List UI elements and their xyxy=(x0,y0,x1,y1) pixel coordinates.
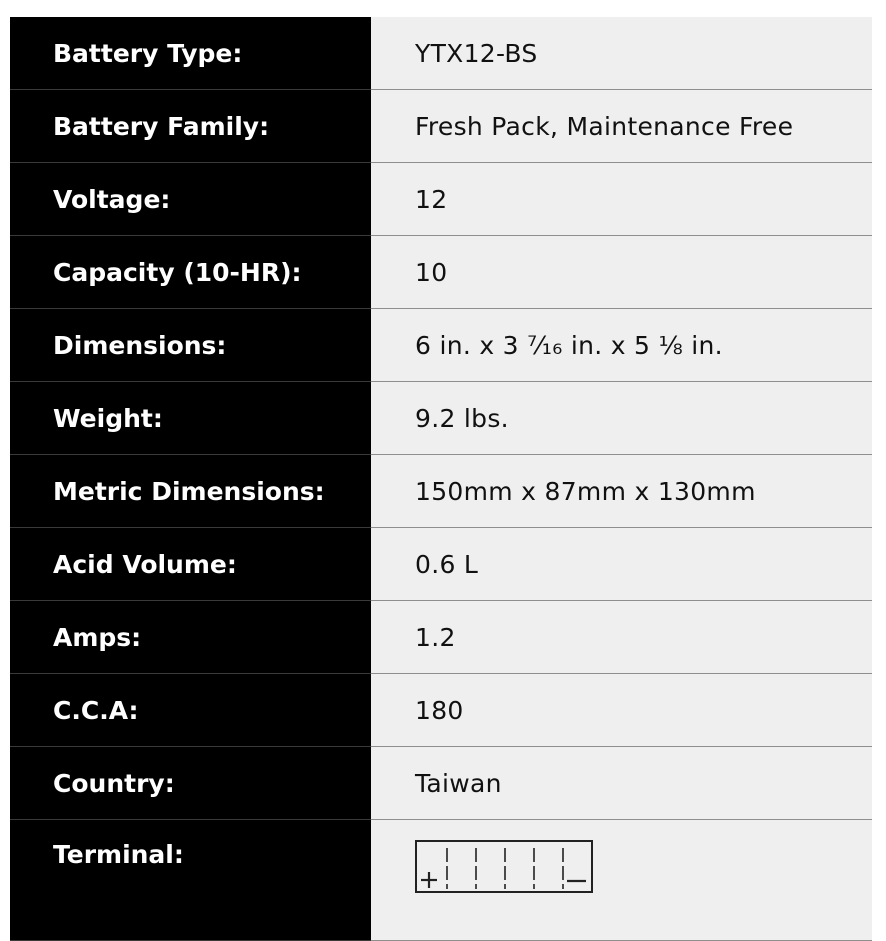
spec-label: Terminal: xyxy=(10,820,371,941)
spec-value xyxy=(371,820,872,941)
spec-label: Metric Dimensions: xyxy=(10,455,371,528)
spec-row-terminal xyxy=(10,820,872,941)
spec-value: 1.2 xyxy=(371,601,872,674)
spec-label: Acid Volume: xyxy=(10,528,371,601)
spec-value: 6 in. x 3 ⁷⁄₁₆ in. x 5 ⅛ in. xyxy=(371,309,872,382)
spec-value: 180 xyxy=(371,674,872,747)
spec-value: Fresh Pack, Maintenance Free xyxy=(371,90,872,163)
spec-label: Capacity (10-HR): xyxy=(10,236,371,309)
spec-row-amps xyxy=(10,601,872,674)
spec-value: 10 xyxy=(371,236,872,309)
spec-row-capacity xyxy=(10,236,872,309)
spec-row-voltage xyxy=(10,163,872,236)
spec-row-cca xyxy=(10,674,872,747)
spec-label: Amps: xyxy=(10,601,371,674)
spec-value: 12 xyxy=(371,163,872,236)
spec-label: Battery Type: xyxy=(10,17,371,90)
spec-label: Weight: xyxy=(10,382,371,455)
spec-row-dimensions xyxy=(10,309,872,382)
spec-row-acid-volume xyxy=(10,528,872,601)
spec-row-battery-type xyxy=(10,17,872,90)
spec-value: Taiwan xyxy=(371,747,872,820)
spec-value: 150mm x 87mm x 130mm xyxy=(371,455,872,528)
spec-label: Country: xyxy=(10,747,371,820)
spec-row-battery-family xyxy=(10,90,872,163)
spec-label: Battery Family: xyxy=(10,90,371,163)
spec-value: 0.6 L xyxy=(371,528,872,601)
spec-value: YTX12-BS xyxy=(371,17,872,90)
spec-row-weight xyxy=(10,382,872,455)
battery-terminal-layout-icon xyxy=(415,840,593,894)
spec-row-country xyxy=(10,747,872,820)
battery-spec-table xyxy=(10,17,872,941)
spec-value: 9.2 lbs. xyxy=(371,382,872,455)
spec-row-metric-dimensions xyxy=(10,455,872,528)
spec-label: Voltage: xyxy=(10,163,371,236)
spec-label: C.C.A: xyxy=(10,674,371,747)
spec-label: Dimensions: xyxy=(10,309,371,382)
